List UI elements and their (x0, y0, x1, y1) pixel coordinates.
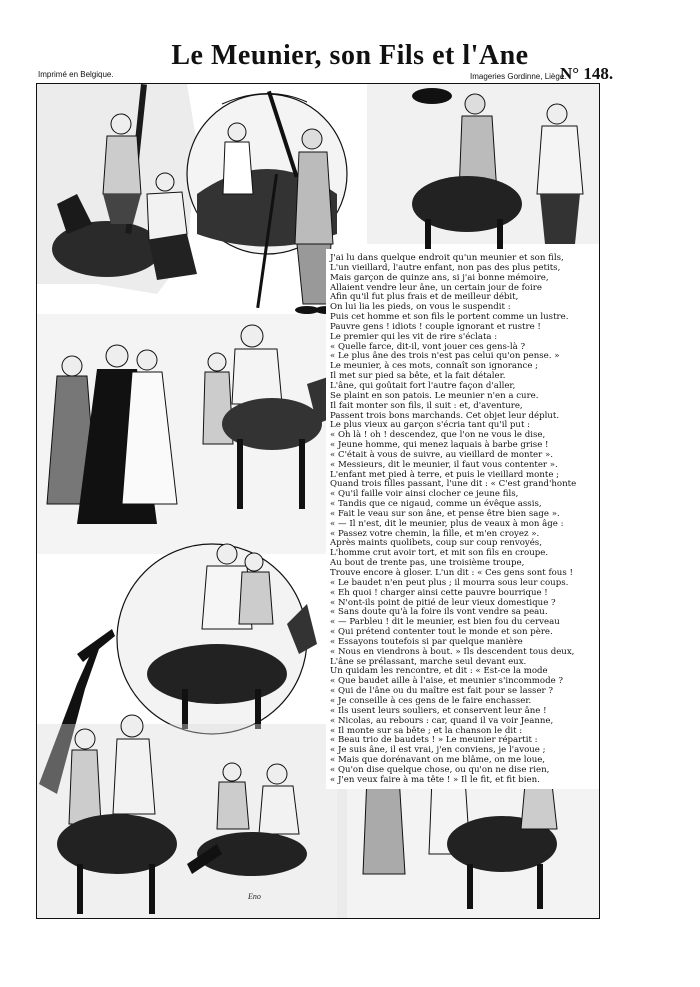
poem-line: « Mais que dorénavant on me blâme, on me loue, (330, 755, 546, 766)
poem-line: Le premier qui les vit de rire s'éclata : (330, 331, 498, 342)
poem-line: J'ai lu dans quelque endroit qu'un meunier et son fils, (330, 253, 564, 263)
poem-line: On lui lia les pieds, on vous le suspendit : (330, 302, 511, 313)
poem-line: Pauvre gens ! idiots ! couple ignorant et rustre ! (330, 321, 541, 332)
poem-line: Afin qu'il fut plus frais et de meilleur débit, (330, 292, 519, 303)
poem-line: L'âne se prélassant, marche seul devant eux. (330, 656, 527, 667)
scene-circle-middle (117, 544, 317, 734)
poem-line: « Il monte sur sa bête ; et la chanson le dit : (330, 725, 523, 736)
poem-line: « Tandis que ce nigaud, comme un évêque assis, (330, 499, 542, 510)
poem-line: L'âne, qui goûtait fort l'autre façon d'aller, (330, 380, 516, 391)
imprint-note: Imprimé en Belgique. (38, 70, 114, 79)
poem-line: L'un vieillard, l'autre enfant, non pas des plus petits, (330, 262, 561, 273)
scene-top-right (367, 84, 600, 249)
poem-line: « Nicolas, au rebours : car, quand il va voir Jeanne, (330, 715, 554, 726)
poem-line: Trouve encore à gloser. L'un dit : « Ces gens sont fous ! (330, 568, 573, 578)
poem-line: « — Parbleu ! dit le meunier, est bien fou du cerveau (330, 617, 560, 628)
poem-line: « Je conseille à ces gens de le faire enchasser. (330, 695, 532, 706)
poem-line: Passent trois bons marchands. Cet objet leur déplut. (330, 410, 560, 421)
poem-line: Mais garçon de quinze ans, si j'ai bonne mémoire, (330, 272, 549, 283)
poem-line: « Qu'il faille voir ainsi clocher ce jeune fils, (330, 489, 519, 500)
poem-line: Le plus vieux au garçon s'écria tant qu'il put : (330, 420, 531, 431)
artist-signature: Eno (248, 892, 261, 901)
scene-carrying-donkey (37, 84, 197, 294)
issue-number: N° 148. (560, 64, 614, 83)
publisher-note: Imageries Gordinne, Liège. (470, 72, 567, 81)
poem-line: « Passez votre chemin, la fille, et m'en croyez ». (330, 528, 540, 539)
poem-line: L'enfant met pied à terre, et puis le vieillard monte ; (330, 469, 560, 480)
poem-line: « Qui prétend contenter tout le monde et son père. (330, 627, 553, 638)
poem-line: « Essayons toutefois si par quelque manière (330, 636, 523, 647)
poem-line: Au bout de trente pas, une troisième troupe, (330, 558, 525, 569)
poem-line: « Nous en viendrons à bout. » Ils descendent tous deux, (330, 646, 575, 657)
poem-line: Après maints quolibets, coup sur coup renvoyés, (330, 538, 542, 549)
poem-line: Puis cet homme et son fils le portent comme un lustre. (330, 312, 569, 323)
poem-line: « Messieurs, dit le meunier, il faut vous contenter ». (330, 459, 558, 470)
poem-line: Il fait monter son fils, il suit : et, d'aventure, (330, 400, 523, 411)
poem-line: Quand trois filles passant, l'une dit : « C'est grand'honte (330, 479, 577, 490)
poem-line: « Qu'on dise quelque chose, ou qu'on ne dise rien, (330, 764, 550, 775)
poem-line: « Fait le veau sur son âne, et pense être bien sage ». (330, 508, 560, 519)
poem-line: « Que baudet aille à l'aise, et meunier s'incommode ? (330, 676, 563, 687)
poem-text (330, 254, 600, 786)
poem-line: « Oh là ! oh ! descendez, que l'on ne vous le dise, (330, 430, 546, 441)
poem-line: « Sans doute qu'à la foire ils vont vendre sa peau. (330, 607, 548, 618)
poem-line: « J'en veux faire à ma tête ! » Il le fit, et fit bien. (330, 774, 540, 785)
poem-line: « C'était à vous de suivre, au vieillard de monter ». (330, 449, 553, 460)
poem-line: Se plaint en son patois. Le meunier n'en a cure. (330, 390, 539, 401)
poem-line: « Le plus âne des trois n'est pas celui qu'on pense. » (330, 351, 560, 362)
poem-line: « N'ont-ils point de pitié de leur vieux domestique ? (330, 597, 556, 608)
poem-line: « Le baudet n'en peut plus ; il mourra sous leur coups. (330, 577, 569, 588)
scene-three-girls (37, 314, 357, 554)
poem-line: « — Il n'est, dit le meunier, plus de veaux à mon âge : (330, 518, 564, 529)
poem-line: « Je suis âne, il est vrai, j'en conviens, je l'avoue ; (330, 745, 546, 756)
poem-line: « Jeune homme, qui menez laquais à barbe grise ! (330, 440, 549, 451)
poem-line: Il met sur pied sa bête, et la fait détaler. (330, 371, 506, 382)
poem-line: « Quelle farce, dit-il, vont jouer ces gens-là ? (330, 341, 526, 352)
poem-line: Le meunier, à ces mots, connaît son ignorance ; (330, 361, 539, 372)
poem-line: « Ils usent leurs souliers, et conservent leur âne ! (330, 705, 547, 716)
poem-line: Allaient vendre leur âne, un certain jour de foire (330, 282, 542, 293)
poem-line: « Qui de l'âne ou du maître est fait pour se lasser ? (330, 686, 553, 697)
poem-line: L'homme crut avoir tort, et mit son fils en croupe. (330, 548, 549, 559)
page-title: Le Meunier, son Fils et l'Ane (171, 40, 529, 71)
poem-line: « Beau trio de baudets ! » Le meunier répartit : (330, 735, 538, 746)
poem-line: Un quidam les rencontre, et dit : « Est-ce la mode (330, 666, 548, 677)
poem-line: « Eh quoi ! charger ainsi cette pauvre bourrique ! (330, 587, 548, 598)
scene-bottom-left (37, 715, 347, 919)
